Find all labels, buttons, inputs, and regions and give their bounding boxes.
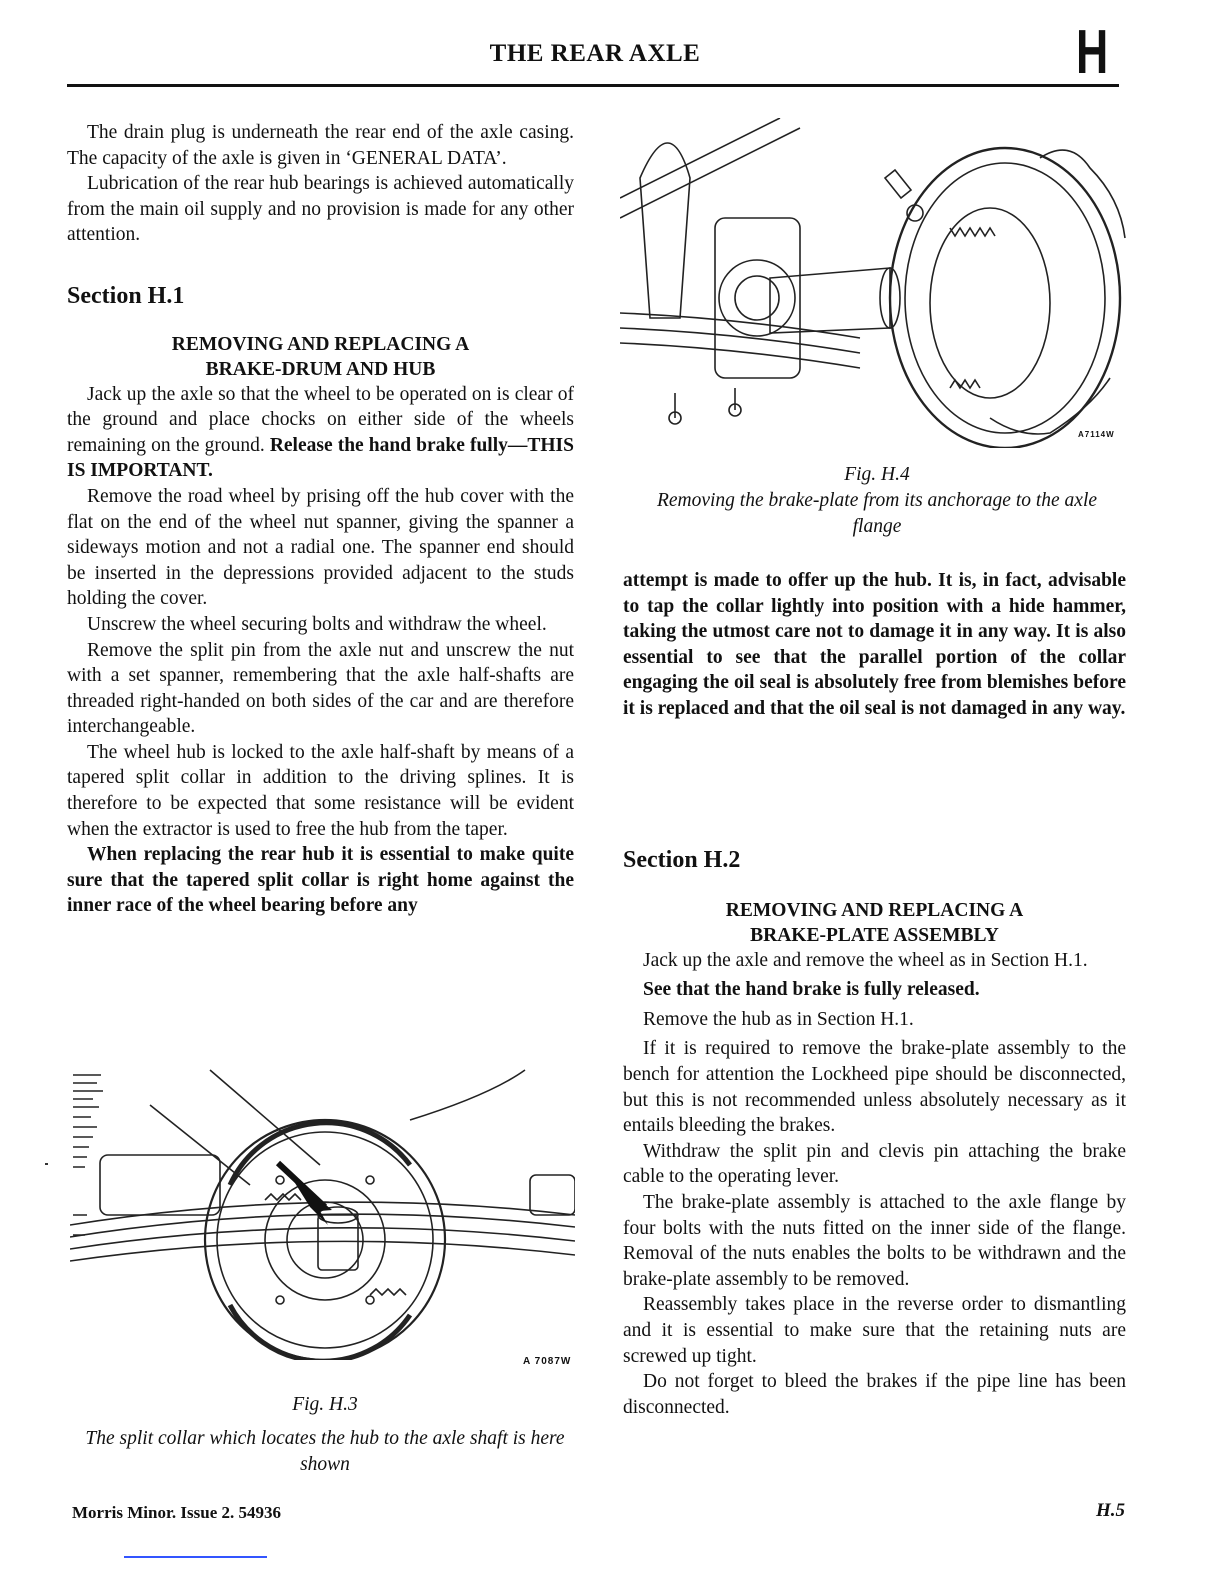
figure-h3-illustration xyxy=(70,1065,575,1360)
h2-step-lockheed-pipe: If it is required to remove the brake-plate assembly to the bench for attention the Lockheed pipe should be disconnected, but this is not recommended unless absolutely necessary as it entails bleeding the brakes. xyxy=(623,1038,1126,1137)
h2-step-jack-up: Jack up the axle and remove the wheel as in Section H.1. xyxy=(643,949,1088,971)
chapter-letter: H xyxy=(1076,18,1109,87)
figure-h4-label: Fig. H.4 xyxy=(844,464,910,485)
stray-mark xyxy=(45,1163,48,1165)
figure-h4-illustration xyxy=(620,118,1130,448)
h1-continuation: attempt is made to offer up the hub. It is, in fact, advisable to tap the collar lightly into position with a hide hammer, taking the utmost care not to damage it in any way. It is also essential to see that the parallel portion of the collar engaging the oil seal is absolutely free from blemishes before it is replaced and that the oil seal is not damaged in any way. xyxy=(623,570,1126,719)
section-h2 xyxy=(623,848,1126,1420)
figure-h3-label: Fig. H.3 xyxy=(292,1394,358,1415)
brake-drum-drawing xyxy=(70,1065,575,1360)
figure-h4-caption xyxy=(632,462,1122,540)
left-column-text xyxy=(67,120,574,919)
figure-h3-reference: A 7087W xyxy=(523,1356,572,1367)
h1-step-hub-locked: The wheel hub is locked to the axle half-shaft by means of a tapered split collar in addition to the driving splines. It is therefore to be expected that some resistance will be evident when the extractor is used to free the hub from the taper. xyxy=(67,741,574,840)
h2-step-four-bolts: The brake-plate assembly is attached to the axle flange by four bolts with the nuts fitted on the inner side of the flange. Removal of the nuts enables the bolts to be withdrawn and the brake-plate assembly to be removed. xyxy=(623,1191,1126,1290)
section-h2-subheading-line-1: REMOVING AND REPLACING A xyxy=(725,899,1024,921)
h1-step-replacing-hub: When replacing the rear hub it is essential to make quite sure that the tapered split collar is right home against the inner race of the wheel bearing before any xyxy=(67,844,574,917)
h2-step-bleed-brakes: Do not forget to bleed the brakes if the pipe line has been disconnected. xyxy=(623,1371,1126,1418)
section-h1-subheading-line-2: BRAKE-DRUM AND HUB xyxy=(205,358,436,380)
h1-step-split-pin: Remove the split pin from the axle nut and unscrew the nut with a set spanner, remembering that the axle half-shafts are threaded right-handed on both sides of the car and are therefore interchangeable. xyxy=(67,639,574,738)
h2-step-reassembly: Reassembly takes place in the reverse order to dismantling and it is essential to make sure that the retaining nuts are screwed up tight. xyxy=(623,1294,1126,1367)
figure-h3-caption-text: The split collar which locates the hub to the axle shaft is here shown xyxy=(85,1428,565,1475)
footer-publication: Morris Minor. Issue 2. 54936 xyxy=(72,1503,282,1522)
figure-h3-caption xyxy=(80,1392,570,1478)
page-title: THE REAR AXLE xyxy=(489,40,701,67)
section-h1-subheading-line-1: REMOVING AND REPLACING A xyxy=(171,333,470,355)
section-h1-subheading xyxy=(67,332,574,382)
brake-plate-drawing xyxy=(620,118,1130,448)
h2-step-clevis-pin: Withdraw the split pin and clevis pin attaching the brake cable to the operating lever. xyxy=(623,1140,1126,1188)
h2-step-remove-hub: Remove the hub as in Section H.1. xyxy=(643,1008,914,1030)
intro-paragraph-2: Lubrication of the rear hub bearings is achieved automatically from the main oil supply and no provision is made for any other attention. xyxy=(67,173,574,246)
h1-step-remove-wheel: Remove the road wheel by prising off the hub cover with the flat on the end of the wheel nut spanner, giving the spanner a sideways motion and not a radial one. The spanner end should be inserted in the depressions provided adjacent to the studs holding the cover. xyxy=(67,485,574,610)
right-column-text xyxy=(623,568,1126,722)
h1-step-jack-up xyxy=(67,382,574,484)
bottom-rule xyxy=(124,1556,267,1558)
section-h2-subheading xyxy=(623,898,1126,948)
page-number: H.5 xyxy=(1096,1500,1126,1521)
header-rule xyxy=(67,84,1119,87)
h2-step-hand-brake: See that the hand brake is fully released. xyxy=(643,979,980,1001)
section-h2-heading: Section H.2 xyxy=(623,847,741,873)
intro-paragraph-1: The drain plug is underneath the rear end of the axle casing. The capacity of the axle is given in ‘GENERAL DATA’. xyxy=(67,122,574,169)
section-h1-heading: Section H.1 xyxy=(67,282,185,309)
figure-h4-caption-text: Removing the brake-plate from its anchorage to the axle flange xyxy=(656,490,1098,537)
section-h2-subheading-line-2: BRAKE-PLATE ASSEMBLY xyxy=(750,924,999,946)
figure-h4-reference: A7114W xyxy=(1078,430,1115,439)
h1-step-jack-up-text: Jack up the axle so that the wheel to be operated on is clear of the ground and place chocks on either side of the wheels remaining on the ground. xyxy=(67,383,574,456)
h1-step-jack-up-warning: Release the hand brake fully—THIS IS IMPORTANT. xyxy=(67,434,574,482)
h1-step-unscrew-bolts: Unscrew the wheel securing bolts and withdraw the wheel. xyxy=(87,613,547,635)
